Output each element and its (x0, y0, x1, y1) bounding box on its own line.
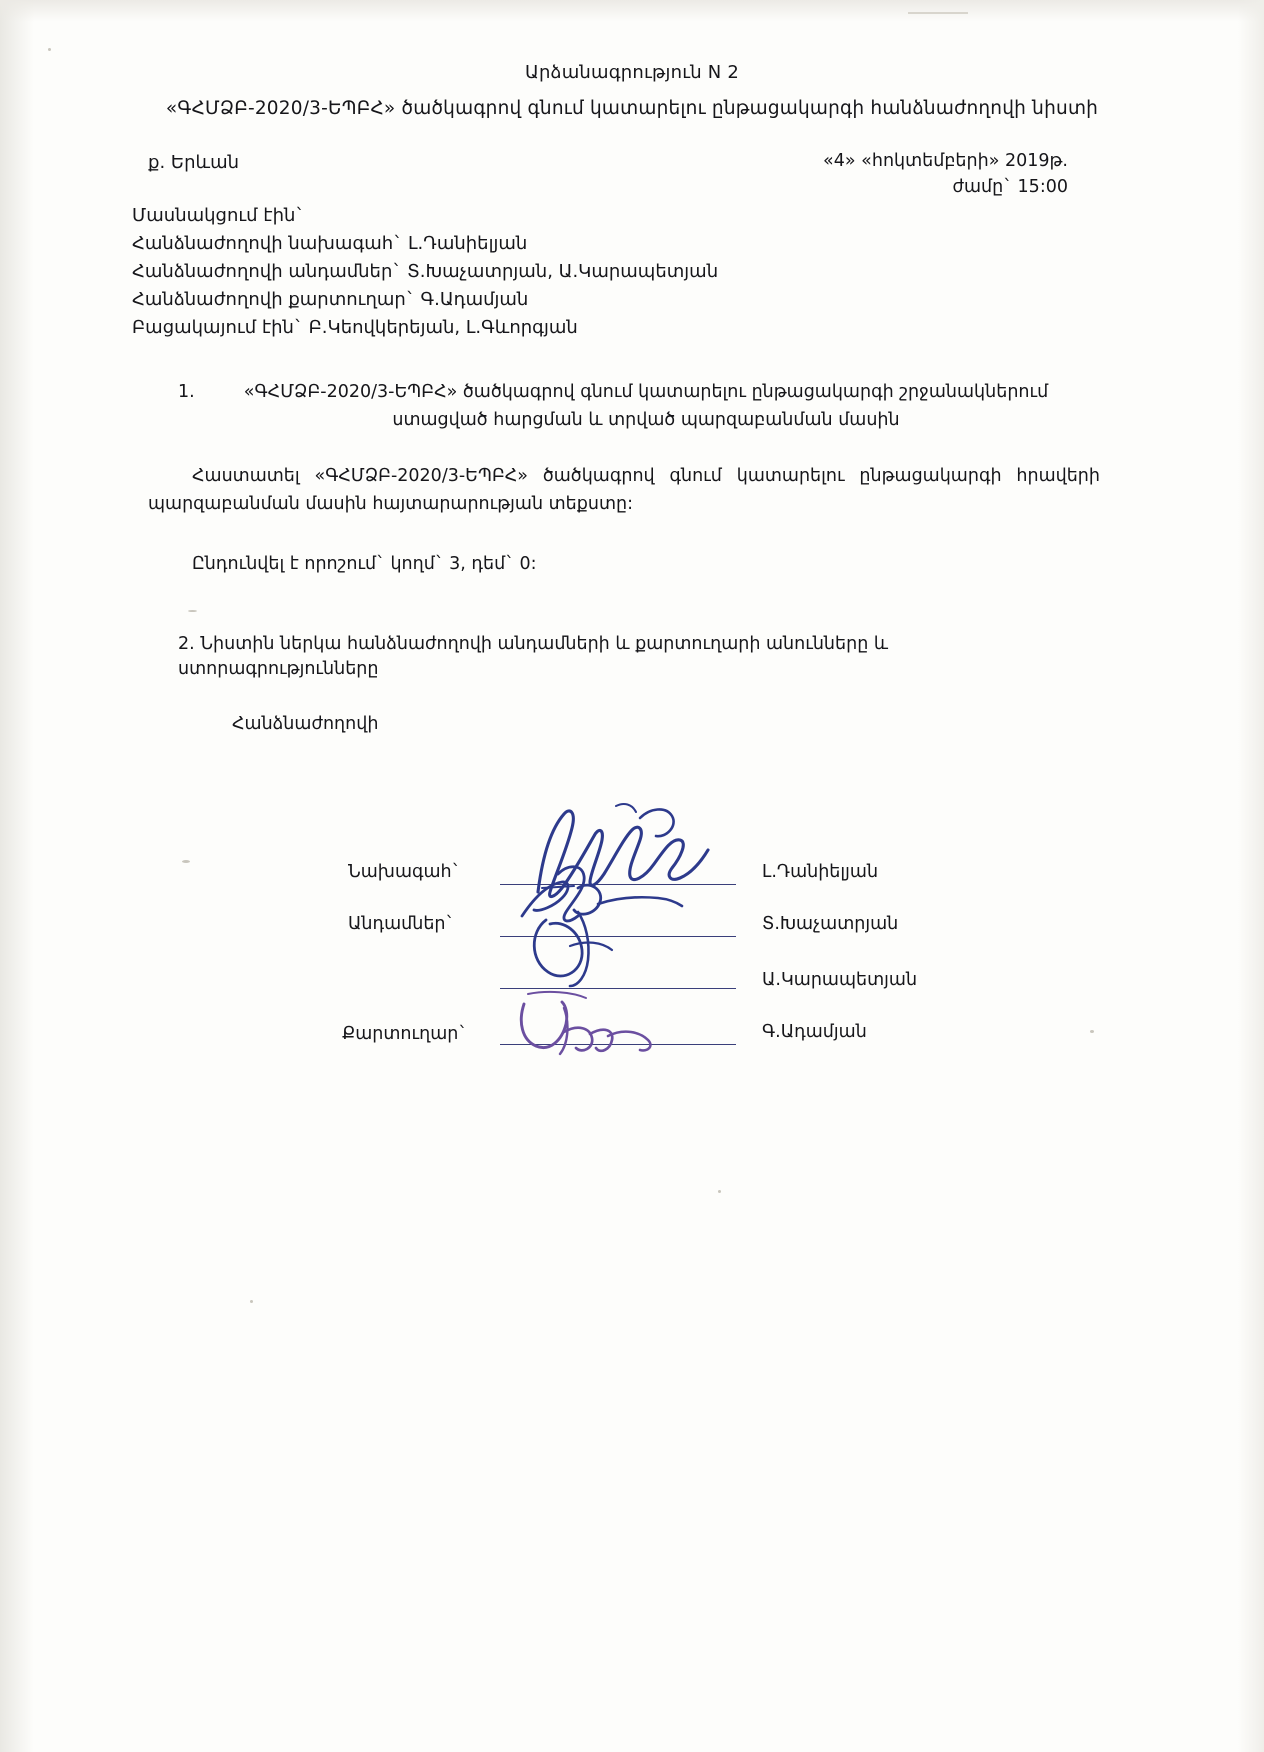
signature-name-chairman: Լ.Դանիելյան (762, 862, 879, 882)
vote-result: Ընդունվել է որոշում` կողմ` 3, դեմ` 0: (192, 554, 537, 574)
decision-paragraph: Հաստատել «ԳՀՄՁԲ-2020/3-ԵՊԲՀ» ծածկագրով գնում կատարելու ընթացակարգի հրավերի պարզաբանման մասին հայտարարության տեքստը: (148, 466, 1100, 515)
signature-line (500, 936, 736, 937)
signature-name-secretary: Գ.Ադամյան (762, 1022, 867, 1042)
document-subtitle: «ԳՀՄՁԲ-2020/3-ԵՊԲՀ» ծածկագրով գնում կատարելու ընթացակարգի հանձնաժողովի նիստի (165, 98, 1099, 119)
time-label: ժամը` 15:00 (952, 177, 1068, 198)
signature-line (500, 1044, 736, 1045)
signature-line (500, 988, 736, 989)
date-label: «4» «հոկտեմբերի» 2019թ. (823, 151, 1068, 171)
attendance-secretary: Հանձնաժողովի քարտուղար` Գ.Ադամյան (132, 289, 529, 311)
handwritten-signature-member-1 (512, 858, 732, 948)
attendance-absent: Բացակայում էին` Բ.Կեովկերեյան, Լ.Գևորգյան (132, 317, 578, 339)
handwritten-signature-secretary (508, 988, 738, 1078)
place-label: ք. Երևան (148, 152, 240, 173)
signature-name-member-2: Ա.Կարապետյան (762, 970, 918, 990)
handwritten-signature-chairman (520, 800, 780, 910)
signature-line (500, 884, 736, 885)
agenda-item-1-text: «ԳՀՄՁԲ-2020/3-ԵՊԲՀ» ծածկագրով գնում կատարելու ընթացակարգի շրջանակներում ստացված հարցման և տրված պարզաբանման մասին (243, 382, 1049, 430)
attendance-members: Հանձնաժողովի անդամներ` Տ.Խաչատրյան, Ա.Կարապետյան (132, 261, 719, 283)
attendance-chairman: Հանձնաժողովի նախագահ` Լ.Դանիելյան (132, 233, 528, 255)
agenda-item-2-text: Նիստին ներկա հանձնաժողովի անդամների և քարտուղարի անունները և ստորագրությունները (178, 634, 889, 680)
signature-role-chairman: Նախագահ` (348, 862, 461, 882)
document-title: Արձանագրություն N 2 (524, 62, 740, 83)
agenda-item-2-number: 2. (178, 634, 195, 654)
signature-name-member-1: Տ.Խաչատրյան (762, 914, 899, 934)
signature-role-secretary: Քարտուղար` (342, 1024, 468, 1044)
signature-role-members: Անդամներ` (348, 914, 455, 934)
date-time-block (823, 148, 1068, 201)
signature-block-heading: Հանձնաժողովի (232, 714, 379, 734)
handwritten-signature-member-2 (516, 906, 716, 1006)
attendance-block (132, 202, 718, 342)
agenda-item-1-number: 1. (178, 382, 195, 402)
agenda-item-1 (178, 378, 1078, 434)
agenda-item-2 (178, 632, 1078, 683)
attendance-header: Մասնակցում էին` (132, 205, 305, 226)
